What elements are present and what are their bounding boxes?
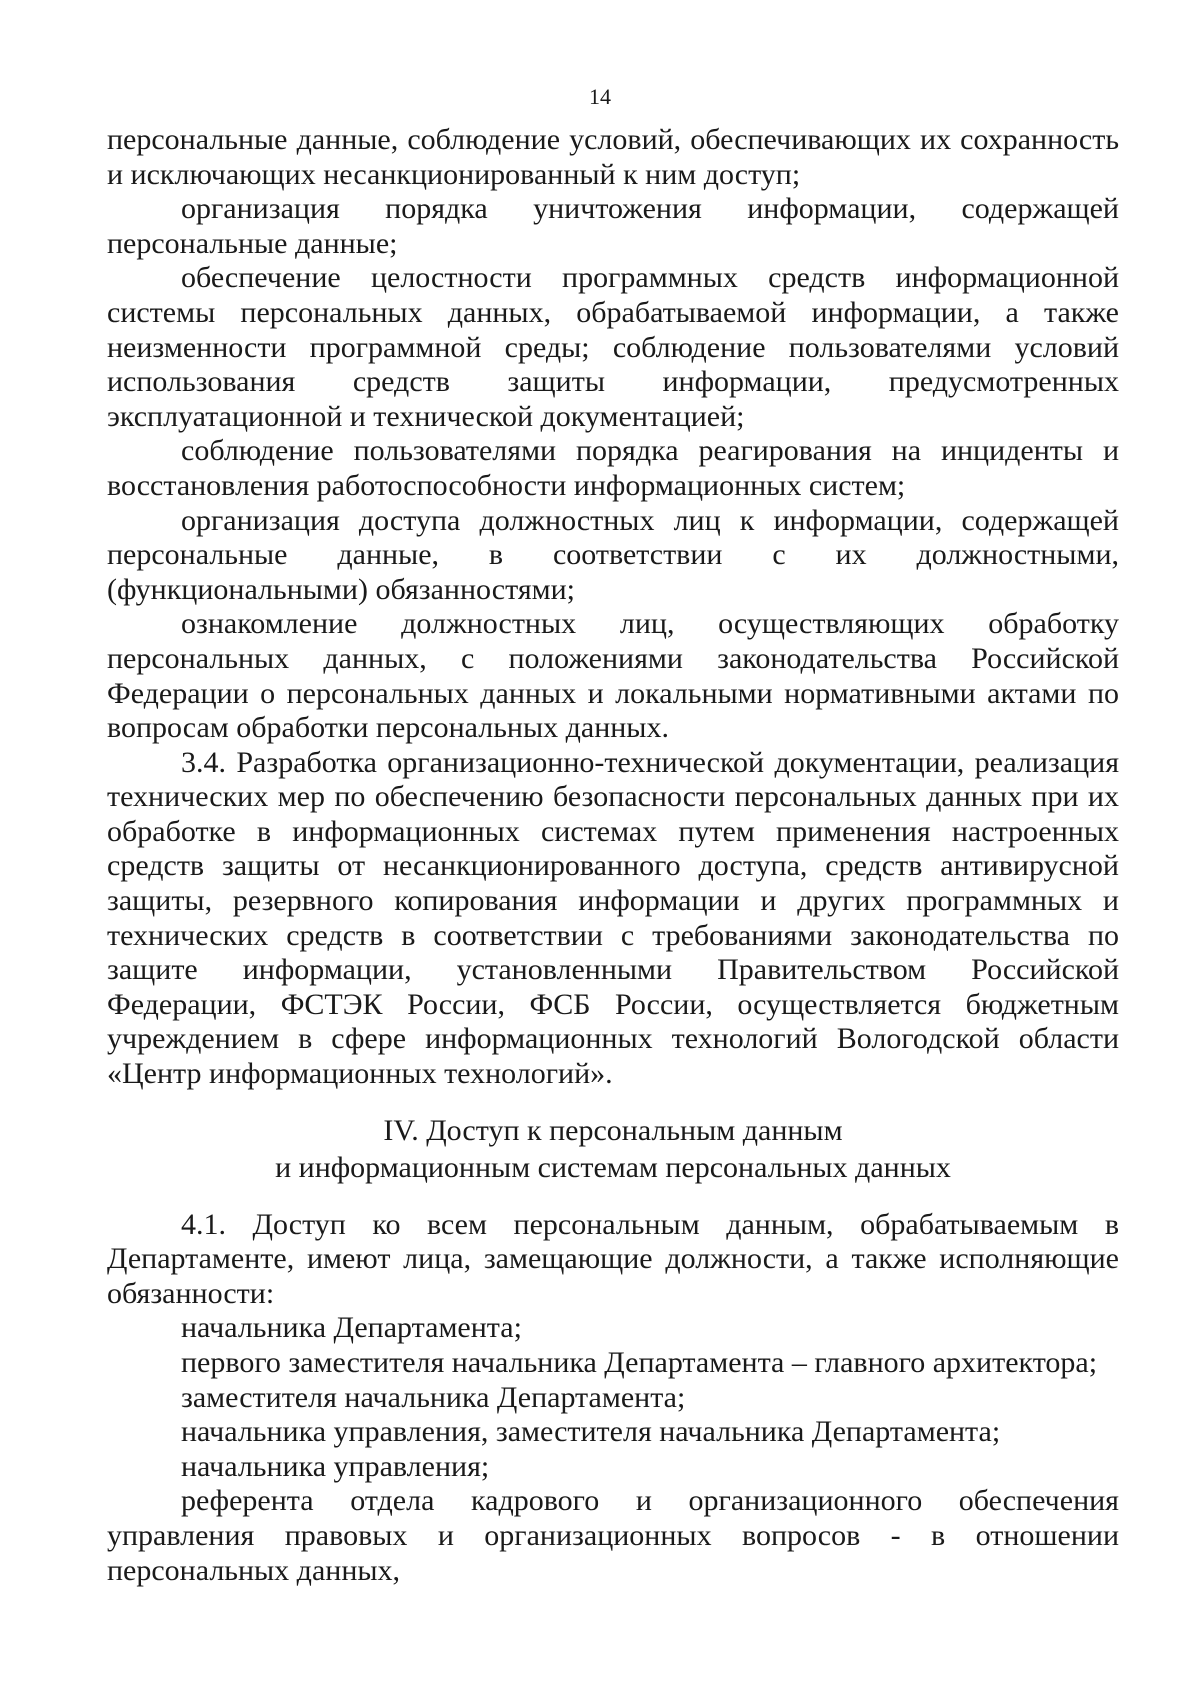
paragraph: персональные данные, соблюдение условий, обеспечивающих их сохранность и исключающих несанкционированный к ним доступ; xyxy=(107,123,1119,191)
list-item: начальника управления, заместителя начальника Департамента; xyxy=(181,1415,1001,1449)
paragraph: 3.4. Разработка организационно-технической документации, реализация технических мер по обеспечению безопасности персональных данных при их обработке в информационных системах путем применения настроенных средств защиты от несанкционированного доступа, средств антивирусной защиты, резервного копирования информации и других программных и технических средств в соответствии с требованиями законодательства по защите информации, установленными Правительством Российской Федерации, ФСТЭК России, ФСБ России, осуществляется бюджетным учреждением в сфере информационных технологий Вологодской области «Центр информационных технологий». xyxy=(107,745,1119,1091)
list-item: заместителя начальника Департамента; xyxy=(181,1380,686,1414)
list-item: первого заместителя начальника Департамента – главного архитектора; xyxy=(181,1346,1098,1379)
document-body xyxy=(107,123,1119,1588)
paragraph: обеспечение целостности программных средств информационной системы персональных данных, обрабатываемой информации, а также неизменности программной среды; соблюдение пользователями условий использования средств защиты информации, предусмотренных эксплуатационной и технической документацией; xyxy=(107,261,1119,433)
paragraph: 4.1. Доступ ко всем персональным данным, обрабатываемым в Департаменте, имеют лица, замещающие должности, а также исполняющие обязанности: xyxy=(107,1207,1119,1310)
list-item: начальника Департамента; xyxy=(181,1311,522,1345)
section-heading-line: и информационным системам персональных данных xyxy=(275,1150,951,1184)
paragraph: организация порядка уничтожения информации, содержащей персональные данные; xyxy=(107,192,1119,260)
paragraph: соблюдение пользователями порядка реагирования на инциденты и восстановления работоспособности информационных систем; xyxy=(107,434,1119,502)
paragraph: референта отдела кадрового и организационного обеспечения управления правовых и организационных вопросов - в отношении персональных данных, xyxy=(107,1484,1119,1587)
paragraph: ознакомление должностных лиц, осуществляющих обработку персональных данных, с положениями законодательства Российской Федерации о персональных данных и локальными нормативными актами по вопросам обработки персональных данных. xyxy=(107,607,1119,745)
section-heading xyxy=(107,1112,1119,1186)
page-number: 14 xyxy=(589,84,611,109)
list-item: начальника управления; xyxy=(181,1449,490,1483)
paragraph: организация доступа должностных лиц к информации, содержащей персональные данные, в соответствии с их должностными, (функциональными) обязанностями; xyxy=(107,503,1119,606)
section-heading-line: IV. Доступ к персональным данным xyxy=(383,1113,843,1147)
